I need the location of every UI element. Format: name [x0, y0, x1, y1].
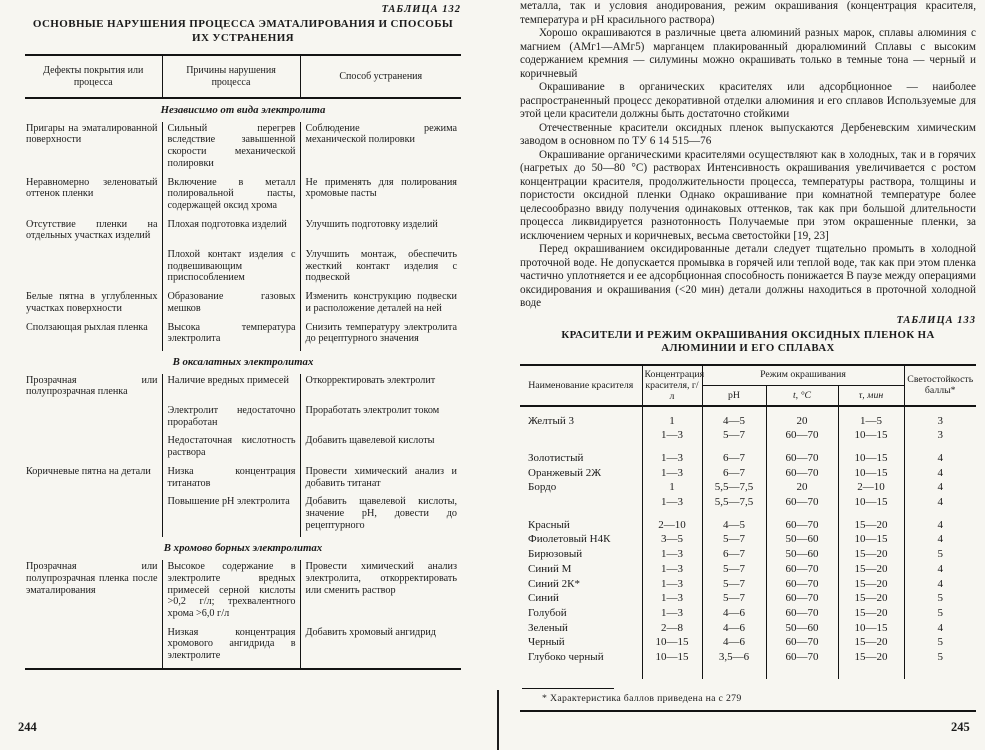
dye-cell-tau: 15—20	[838, 577, 904, 592]
table-cell: Неравномерно зеленоватый оттенок пленки	[26, 176, 158, 200]
defects-table-header-row	[25, 55, 461, 98]
dye-cell-conc: 1	[642, 480, 702, 495]
dye-cell-ph: 5—7	[702, 577, 766, 592]
footnote: * Характеристика баллов приведена на с 279	[542, 693, 742, 705]
footnote-rule	[522, 688, 614, 689]
table-132-label: ТАБЛИЦА 132	[381, 4, 461, 15]
table-row	[25, 290, 461, 320]
table-row	[25, 465, 461, 495]
dye-cell-t: 60—70	[766, 606, 838, 621]
table-cell: Повышение pH электролита	[162, 495, 300, 537]
dye-cell-tau: 15—20	[838, 547, 904, 562]
dye-row	[520, 495, 976, 510]
dye-row	[520, 635, 976, 650]
column-header-causes: Причины нарушения процесса	[162, 55, 300, 98]
dye-cell-name: Золотистый	[528, 451, 584, 464]
right-page	[520, 0, 976, 712]
dye-cell-t: 60—70	[766, 650, 838, 665]
table-row	[25, 176, 461, 218]
dye-cell-t: 20	[766, 406, 838, 429]
dye-cell-score: 5	[904, 591, 976, 606]
table-132-title: ОСНОВНЫЕ НАРУШЕНИЯ ПРОЦЕССА ЭМАТАЛИРОВАНИЯ И СПОСОБЫ ИХ УСТРАНЕНИЯ	[32, 18, 454, 44]
dye-cell-ph: 6—7	[702, 466, 766, 481]
table-cell: Образование газовых мешков	[162, 290, 300, 320]
dye-row	[520, 406, 976, 429]
dye-cell-t: 60—70	[766, 510, 838, 533]
dye-cell-name: Красный	[528, 518, 570, 531]
dye-cell-name: Синий	[528, 592, 559, 605]
table-row	[25, 374, 461, 404]
dye-cell-ph: 5—7	[702, 428, 766, 443]
section-heading-row	[25, 537, 461, 560]
table-cell: Недостаточная кислотность раствора	[162, 434, 300, 464]
table-133-label: ТАБЛИЦА 133	[896, 314, 976, 326]
paragraph: Перед окрашиванием оксидированные детали следует тщательно промыть в холодной проточной воде. Не допускается промывка в горячей или теплой воде, так как при этом пленка частично уплотняется и ее адсорбционная способность понижается В паузе между операциями оксидирования и окрашивания (<20 мин) детали должны находиться в проточной холодной воде	[520, 243, 976, 309]
dye-cell-t: 60—70	[766, 428, 838, 443]
dye-row	[520, 443, 976, 466]
dye-row	[520, 480, 976, 495]
dyes-table	[520, 364, 976, 680]
dye-cell-score: 5	[904, 650, 976, 665]
table-row	[25, 495, 461, 537]
dye-cell-score: 4	[904, 443, 976, 466]
table-cell: Снизить температуру электролита до рецептурного значения	[300, 321, 461, 351]
dye-cell-name: Зеленый	[528, 621, 568, 634]
dye-cell-ph: 5,5—7,5	[702, 495, 766, 510]
dye-cell-name: Глубоко черный	[528, 651, 604, 664]
dye-cell-ph: 4—5	[702, 406, 766, 429]
dye-cell-tau: 15—20	[838, 562, 904, 577]
page-number-left: 244	[18, 720, 37, 734]
dye-cell-name: Желтый 3	[528, 414, 575, 427]
dye-cell-name: Синий М	[528, 562, 572, 575]
table-cell: Плохой контакт изделия с подвешивающим приспособлением	[162, 248, 300, 290]
table-cell	[25, 434, 162, 464]
table-cell: Белые пятна в углубленных участках поверхности	[26, 291, 158, 314]
table-cell: Откорректировать электролит	[300, 374, 461, 404]
dye-cell-tau: 10—15	[838, 443, 904, 466]
dye-cell-conc: 3—5	[642, 532, 702, 547]
dye-cell-ph: 6—7	[702, 443, 766, 466]
dye-cell-conc: 1—3	[642, 547, 702, 562]
dye-cell-score: 5	[904, 635, 976, 650]
table-cell: Проработать электролит током	[300, 404, 461, 434]
paragraph: металла, так и условия анодирования, режим окрашивания (концентрация красителя, температура и pH красильного раствора)	[520, 0, 976, 26]
page-bottom-rule	[520, 710, 976, 712]
dye-cell-conc: 2—8	[642, 621, 702, 636]
dye-cell-conc: 1—3	[642, 443, 702, 466]
table-cell: Отсутствие пленки на отдельных участках изделий	[26, 218, 158, 242]
dye-cell-t: 20	[766, 480, 838, 495]
dye-cell-t: 60—70	[766, 635, 838, 650]
dye-cell-ph: 5—7	[702, 532, 766, 547]
section-heading: В хромово борных электролитах	[163, 542, 323, 555]
table-cell: Сильный перегрев вследствие завышенной скорости механической полировки	[162, 122, 300, 176]
table-cell: Не применять для полирования хромовые пасты	[300, 176, 461, 218]
dye-cell-conc: 1—3	[642, 577, 702, 592]
dye-cell-ph: 5,5—7,5	[702, 480, 766, 495]
dye-row	[520, 591, 976, 606]
table-cell: Плохая подготовка изделий	[162, 218, 300, 248]
spacer-cell	[702, 665, 766, 680]
dye-row	[520, 562, 976, 577]
body-text	[520, 0, 976, 311]
paragraph: Окрашивание в органических красителях или адсорбционное — наиболее распространенный процесс декоративной отделки алюминия и его сплавов Используемые для этой цели красители должны быть достаточно стойкими	[520, 81, 976, 120]
column-header-defects: Дефекты покрытия или процесса	[25, 55, 162, 98]
dye-cell-conc: 1—3	[642, 591, 702, 606]
dye-cell-tau: 1—5	[838, 406, 904, 429]
dye-cell-tau: 15—20	[838, 606, 904, 621]
dye-cell-tau: 15—20	[838, 591, 904, 606]
dye-cell-ph: 6—7	[702, 547, 766, 562]
dye-cell-t: 60—70	[766, 577, 838, 592]
section-heading-row	[25, 98, 461, 122]
dye-row	[520, 466, 976, 481]
table-spacer-row	[520, 665, 976, 680]
dye-cell-t: 60—70	[766, 591, 838, 606]
dye-cell-conc: 10—15	[642, 635, 702, 650]
dye-cell-ph: 5—7	[702, 591, 766, 606]
spacer-cell	[766, 665, 838, 680]
dye-cell-name: Синий 2К*	[528, 577, 580, 590]
section-heading-row	[25, 351, 461, 374]
table-cell: Электролит недостаточно проработан	[162, 404, 300, 434]
table-cell: Пригары на эматалированной поверхности	[26, 122, 158, 146]
column-header-regime: Режим окрашивания	[702, 365, 904, 386]
table-cell: Высока температура электролита	[162, 321, 300, 351]
table-cell: Прозрачная или полупрозрачная пленка	[26, 374, 158, 398]
dye-cell-name	[520, 428, 642, 443]
table-cell: Высокое содержание в электролите вредных примесей серной кислоты >0,2 г/л; трехвалентного хрома >6,0 г/л	[162, 560, 300, 626]
paragraph: Окрашивание органическими красителями осуществляют как в холодных, так и в горячих (нагретых до 50—80 °С) растворах Интенсивность окрашивания увеличивается с ростом концентрации красителя, продолжительности процесса, температуры раствора, толщины и пористости оксидной пленки Однако окрашивание при комнатной температуре более целесообразно ввиду получения одинаковых оттенков, так как при большой длительности процесса ликвидируется разнотонность Получаемые при этом окрашенные пленки, за исключением черных и коричневых, весьма светостойки [19, 23]	[520, 148, 976, 242]
table-row	[25, 434, 461, 464]
table-row	[25, 122, 461, 176]
table-row	[25, 560, 461, 626]
dye-row	[520, 577, 976, 592]
table-cell: Провести химический анализ электролита, откорректировать или сменить раствор	[300, 560, 461, 626]
table-cell: Добавить щавелевой кислоты, значение pH, довести до рецептурного	[300, 495, 461, 537]
dye-cell-conc: 1—3	[642, 466, 702, 481]
dye-cell-score: 4	[904, 577, 976, 592]
dye-cell-score: 4	[904, 532, 976, 547]
column-header-dye-name: Наименование красителя	[528, 379, 634, 391]
dye-row	[520, 510, 976, 533]
table-cell	[25, 626, 162, 669]
dye-cell-t: 60—70	[766, 443, 838, 466]
table-row	[25, 218, 461, 248]
dye-row	[520, 606, 976, 621]
dye-cell-tau: 15—20	[838, 510, 904, 533]
spacer-cell	[520, 665, 642, 680]
column-header-concentration: Концентрация красителя, г/л	[642, 365, 702, 406]
dye-cell-tau: 10—15	[838, 532, 904, 547]
dye-cell-tau: 15—20	[838, 650, 904, 665]
dye-cell-name: Голубой	[528, 606, 567, 619]
dye-cell-tau: 2—10	[838, 480, 904, 495]
dye-cell-t: 60—70	[766, 562, 838, 577]
page-number-right: 245	[951, 720, 970, 734]
dye-cell-tau: 10—15	[838, 621, 904, 636]
dye-cell-tau: 10—15	[838, 495, 904, 510]
table-cell: Изменить конструкцию подвески и расположение деталей на ней	[300, 290, 461, 320]
dye-cell-score: 5	[904, 606, 976, 621]
dye-cell-t: 60—70	[766, 466, 838, 481]
dye-row	[520, 650, 976, 665]
dye-row	[520, 428, 976, 443]
paragraph: Отечественные красители оксидных пленок выпускаются Дербеневским химическим заводом в основном по ТУ 6 14 515—76	[520, 121, 976, 147]
paragraph: Хорошо окрашиваются в различные цвета алюминий разных марок, сплавы алюминия с магнием (АМг1—АМг5) марганцем плакированный дюралюминий Сплавы с высоким содержанием кремния — силумины можно окрашивать только в темные тона — черный и коричневый	[520, 27, 976, 80]
dye-cell-ph: 5—7	[702, 562, 766, 577]
section-heading: Независимо от вида электролита	[160, 104, 326, 116]
table-cell	[25, 248, 162, 290]
dye-cell-score: 3	[904, 406, 976, 429]
dye-cell-score: 4	[904, 466, 976, 481]
spacer-cell	[838, 665, 904, 680]
table-row	[25, 248, 461, 290]
dye-cell-ph: 4—6	[702, 621, 766, 636]
defects-table	[25, 54, 461, 670]
dye-cell-conc: 1—3	[642, 495, 702, 510]
table-cell: Включение в металл полировальной пасты, содержащей оксид хрома	[162, 176, 300, 218]
dye-cell-score: 4	[904, 480, 976, 495]
dye-cell-name: Оранжевый 2Ж	[528, 466, 602, 479]
dye-cell-t: 50—60	[766, 547, 838, 562]
column-header-ph: pH	[702, 386, 766, 406]
table-cell	[25, 495, 162, 537]
dye-cell-conc: 2—10	[642, 510, 702, 533]
table-row	[25, 404, 461, 434]
table-cell: Провести химический анализ и добавить титанат	[300, 465, 461, 495]
column-header-duration: τ, мин	[838, 386, 904, 406]
spacer-cell	[642, 665, 702, 680]
table-cell: Сползающая рыхлая пленка	[26, 321, 148, 333]
table-133-title: КРАСИТЕЛИ И РЕЖИМ ОКРАШИВАНИЯ ОКСИДНЫХ ПЛЕНОК НА АЛЮМИНИИ И ЕГО СПЛАВАХ	[561, 328, 935, 354]
dye-cell-score: 5	[904, 547, 976, 562]
left-page	[25, 0, 461, 670]
dye-cell-tau: 10—15	[838, 466, 904, 481]
dye-row	[520, 621, 976, 636]
dye-cell-score: 4	[904, 495, 976, 510]
dye-cell-conc: 1—3	[642, 606, 702, 621]
dye-cell-tau: 10—15	[838, 428, 904, 443]
column-header-lightfastness: Светостойкость баллы*	[904, 365, 976, 406]
table-cell: Прозрачная или полупрозрачная пленка после эматалирования	[26, 561, 158, 596]
table-cell: Добавить хромовый ангидрид	[300, 626, 461, 669]
book-gutter-line	[497, 690, 499, 750]
dye-cell-conc: 1—3	[642, 428, 702, 443]
table-cell: Наличие вредных примесей	[162, 374, 300, 404]
section-heading: В оксалатных электролитах	[172, 355, 314, 368]
dye-row	[520, 532, 976, 547]
table-cell: Улучшить монтаж, обеспечить жесткий контакт изделия с подвеской	[300, 248, 461, 290]
spacer-cell	[904, 665, 976, 680]
table-row	[25, 626, 461, 669]
table-cell: Низкая концентрация хромового ангидрида в электролите	[162, 626, 300, 669]
dye-cell-conc: 10—15	[642, 650, 702, 665]
column-header-temperature: t, °С	[766, 386, 838, 406]
dye-cell-ph: 4—6	[702, 635, 766, 650]
dye-cell-name	[520, 495, 642, 510]
dye-cell-score: 4	[904, 510, 976, 533]
table-cell: Добавить щавелевой кислоты	[300, 434, 461, 464]
dye-cell-score: 4	[904, 562, 976, 577]
dye-cell-ph: 3,5—6	[702, 650, 766, 665]
column-header-remedy: Способ устранения	[300, 55, 461, 98]
dye-row	[520, 547, 976, 562]
dye-cell-ph: 4—6	[702, 606, 766, 621]
dye-cell-conc: 1	[642, 406, 702, 429]
dye-cell-name: Бордо	[528, 481, 557, 494]
dye-cell-tau: 15—20	[838, 635, 904, 650]
dye-cell-t: 60—70	[766, 495, 838, 510]
table-cell: Улучшить подготовку изделий	[300, 218, 461, 248]
dye-cell-t: 50—60	[766, 621, 838, 636]
dye-cell-ph: 4—5	[702, 510, 766, 533]
dye-cell-conc: 1—3	[642, 562, 702, 577]
table-cell	[25, 404, 162, 434]
dye-cell-score: 4	[904, 621, 976, 636]
dye-cell-name: Черный	[528, 636, 565, 649]
table-cell: Коричневые пятна на детали	[26, 465, 151, 477]
dye-cell-score: 3	[904, 428, 976, 443]
dye-cell-name: Бирюзовый	[528, 548, 583, 561]
table-cell: Соблюдение режима механической полировки	[300, 122, 461, 176]
dye-cell-t: 50—60	[766, 532, 838, 547]
table-row	[25, 321, 461, 351]
dyes-table-header-row-1	[520, 365, 976, 386]
dye-cell-name: Фиолетовый Н4К	[528, 533, 611, 546]
table-cell: Низка концентрация титанатов	[162, 465, 300, 495]
